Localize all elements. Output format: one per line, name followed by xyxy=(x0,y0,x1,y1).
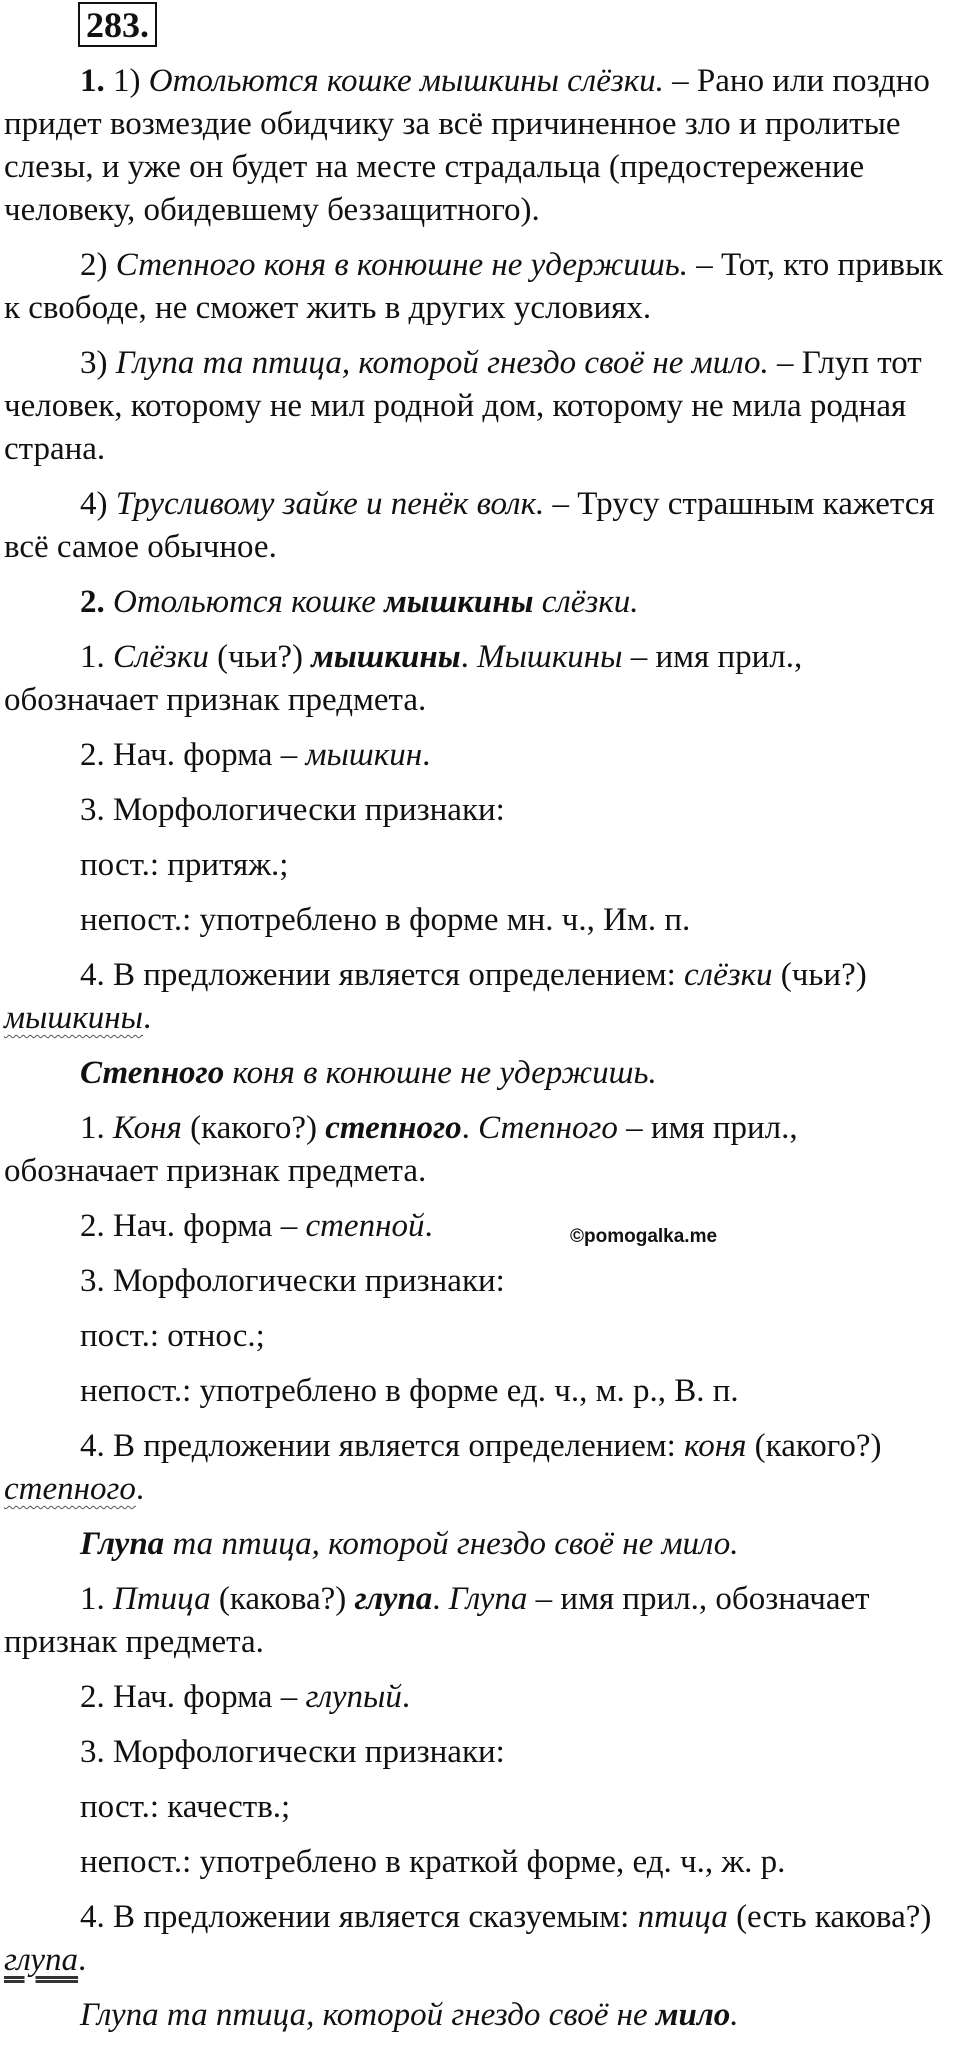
sentence-text: слёзки. xyxy=(533,584,639,620)
explanation: – Рано или поздно придет возмездие обидчику за всё причиненное зло и пролитые слезы, и уже он будет на месте страдальца (предостережение человеку, обидевшему беззащитного). xyxy=(4,63,930,228)
sentence-text: коня в конюшне не удержишь. xyxy=(224,1055,657,1091)
step-text: – имя прил., обозначает признак предмета. xyxy=(4,1581,870,1660)
analysed-word: мышкины xyxy=(311,639,461,675)
watermark: ©pomogalka.me xyxy=(570,1226,718,1247)
punctuation: . xyxy=(461,1110,479,1146)
analysis-step-1: 1. Птица (какова?) глупа. Глупа – имя прил., обозначает признак предмета. xyxy=(4,1581,870,1660)
sentence-text: Отольются кошке xyxy=(113,584,385,620)
item-number: 3) xyxy=(80,345,108,381)
analysed-word: глупа xyxy=(354,1581,433,1617)
punctuation: . xyxy=(78,1942,87,1978)
variable-features: непост.: употреблено в форме ед. ч., м. р., В. п. xyxy=(80,1373,739,1409)
question: (какого?) xyxy=(746,1428,882,1464)
question: (чьи?) xyxy=(772,957,867,993)
part1-label: 1. xyxy=(80,63,105,99)
part2-sentence-2 xyxy=(4,1052,958,1095)
item-number: 2) xyxy=(80,247,108,283)
analysis-step-3: 3. Морфологически признаки: xyxy=(80,1734,505,1770)
part2-sentence-3 xyxy=(4,1523,958,1566)
proverb: Глупа та птица, которой гнездо своё не мило. xyxy=(115,345,769,381)
item-number: 4) xyxy=(80,486,108,522)
explanation: – Тот, кто привык к свободе, не сможет жить в других условиях. xyxy=(4,247,944,326)
constant-features: пост.: качеств.; xyxy=(80,1789,291,1825)
item-number: 1) xyxy=(113,63,141,99)
noun: Коня xyxy=(113,1110,182,1146)
variable-features: непост.: употреблено в краткой форме, ед. ч., ж. р. xyxy=(80,1844,786,1880)
underlined-word: глупа xyxy=(4,1942,79,1978)
explanation: – Трусу страшным кажется всё самое обычное. xyxy=(4,486,935,565)
analysed-word: мышкины xyxy=(384,584,534,620)
analysis-step-2 xyxy=(4,734,958,777)
sentence-text: та птица, которой гнездо своё не мило. xyxy=(164,1526,739,1562)
constant-features: пост.: притяж.; xyxy=(80,847,289,883)
analysis-step-2 xyxy=(4,1676,958,1719)
step-text: – имя прил., обозначает признак предмета. xyxy=(4,639,803,718)
analysis-step-2 xyxy=(4,1205,958,1248)
punctuation: . xyxy=(432,1581,449,1617)
part1-item-3 xyxy=(4,342,958,471)
initial-form: степной xyxy=(305,1208,425,1244)
noun: Слёзки xyxy=(113,639,209,675)
analysed-word: Степного xyxy=(80,1055,225,1091)
question: (какова?) xyxy=(210,1581,355,1617)
sentence-text: Глупа та птица, которой гнездо своё не xyxy=(80,1997,656,2033)
step-text: 2. Нач. форма – xyxy=(80,1208,306,1244)
step-text: – имя прил., обозначает признак предмета. xyxy=(4,1110,798,1189)
answer-content xyxy=(4,60,958,2049)
analysed-word: мило xyxy=(655,1997,731,2033)
initial-form: глупый xyxy=(305,1679,402,1715)
proverb: Степного коня в конюшне не удержишь. xyxy=(115,247,689,283)
part2-sentence-4 xyxy=(4,1994,958,2037)
analysed-word: Степного xyxy=(478,1110,618,1146)
step-text: 4. В предложении является определением: xyxy=(80,1428,685,1464)
punctuation: . xyxy=(422,737,431,773)
analysis-step-1: 1. Коня (какого?) степного. Степного – имя прил., обозначает признак предмета. xyxy=(4,1110,798,1189)
question: (чьи?) xyxy=(208,639,312,675)
step-text: 2. Нач. форма – xyxy=(80,737,306,773)
analysis-step-4 xyxy=(4,1896,958,1982)
analysed-word: Мышкины xyxy=(477,639,623,675)
question: (есть какова?) xyxy=(727,1899,932,1935)
punctuation: . xyxy=(135,1471,145,1507)
noun: Птица xyxy=(113,1581,211,1617)
part1-item-1 xyxy=(4,60,958,232)
sentence-text: . xyxy=(730,1997,739,2033)
analysed-word: Глупа xyxy=(80,1526,165,1562)
constant-features: пост.: относ.; xyxy=(80,1318,265,1354)
analysis-step-3: 3. Морфологически признаки: xyxy=(80,792,505,828)
proverb: Трусливому зайке и пенёк волк. xyxy=(115,486,545,522)
step-text: 2. Нач. форма – xyxy=(80,1679,306,1715)
analysed-word: Глупа xyxy=(448,1581,528,1617)
step-text: 4. В предложении является определением: xyxy=(80,957,685,993)
initial-form: мышкин xyxy=(305,737,423,773)
task-number-box: 283. xyxy=(78,2,157,47)
part2-sentence-1 xyxy=(4,581,958,624)
analysis-step-4 xyxy=(4,954,958,1040)
analysis-step-1: 1. Слёзки (чьи?) мышкины. Мышкины – имя прил., обозначает признак предмета. xyxy=(4,639,803,718)
variable-features: непост.: употреблено в форме мн. ч., Им. п. xyxy=(80,902,691,938)
explanation: – Глуп тот человек, которому не мил родной дом, которому не мила родная страна. xyxy=(4,345,922,467)
noun: коня xyxy=(684,1428,747,1464)
underlined-word: степного xyxy=(4,1471,136,1507)
analysed-word: степного xyxy=(325,1110,462,1146)
noun: слёзки xyxy=(684,957,773,993)
punctuation: . xyxy=(424,1208,433,1244)
question: (какого?) xyxy=(181,1110,326,1146)
punctuation: . xyxy=(142,1000,152,1036)
punctuation: . xyxy=(401,1679,411,1715)
punctuation: . xyxy=(460,639,478,675)
part2-label: 2. xyxy=(80,584,105,620)
analysis-step-3: 3. Морфологически признаки: xyxy=(80,1263,505,1299)
analysis-step-4 xyxy=(4,1425,958,1511)
proverb: Отольются кошке мышкины слёзки. xyxy=(148,63,664,99)
part1-item-4 xyxy=(4,483,958,569)
part1-item-2 xyxy=(4,244,958,330)
step-text: 4. В предложении является сказуемым: xyxy=(80,1899,638,1935)
noun: птица xyxy=(637,1899,728,1935)
underlined-word: мышкины xyxy=(4,1000,143,1036)
